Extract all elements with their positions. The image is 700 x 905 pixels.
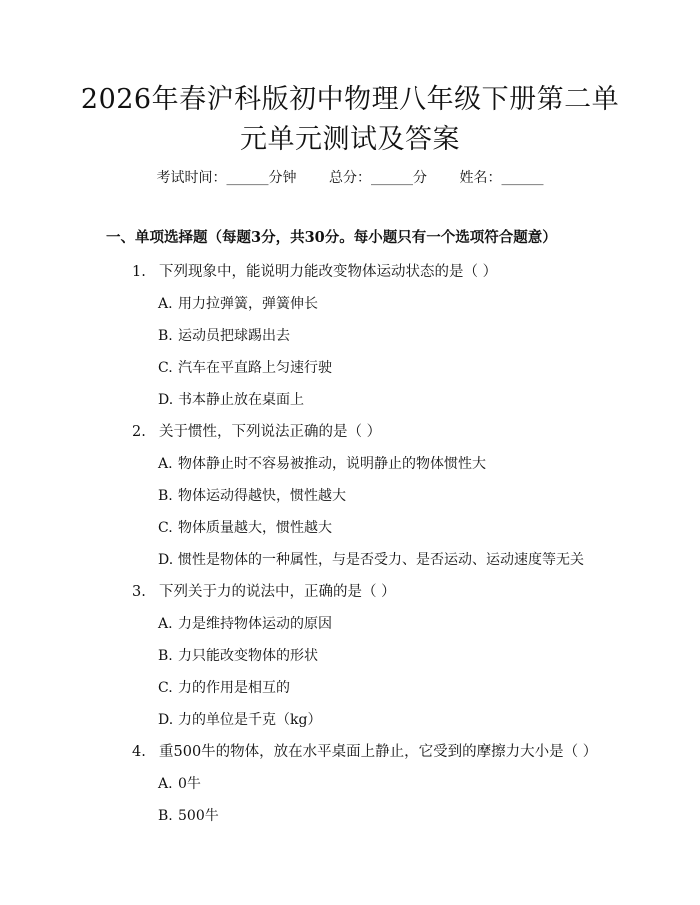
document-title	[60, 80, 640, 160]
question-3-option-c	[158, 678, 290, 698]
option-text: 物体质量越大，惯性越大	[178, 520, 332, 536]
question-3-option-b	[158, 646, 318, 666]
option-letter: A.	[158, 776, 173, 792]
option-letter: C.	[158, 360, 173, 376]
question-3	[132, 582, 396, 602]
question-number: 1.	[132, 264, 146, 280]
option-text: 用力拉弹簧，弹簧伸长	[178, 296, 318, 312]
option-text: 0牛	[178, 776, 201, 792]
option-text: 力是维持物体运动的原因	[178, 616, 332, 632]
section-heading: 一、单项选择题（每题3分，共30分。每小题只有一个选项符合题意）	[106, 229, 557, 246]
question-text: 下列现象中，能说明力能改变物体运动状态的是（ ）	[159, 264, 498, 280]
option-text: 物体静止时不容易被推动，说明静止的物体惯性大	[178, 456, 486, 472]
option-letter: D.	[158, 392, 174, 408]
question-4	[132, 742, 597, 762]
exam-time-field: 考试时间：______分钟	[156, 170, 297, 186]
option-letter: A.	[158, 616, 173, 632]
option-letter: D.	[158, 552, 174, 568]
option-letter: B.	[158, 648, 173, 664]
question-number: 3.	[132, 584, 146, 600]
question-4-option-a	[158, 774, 201, 794]
option-letter: C.	[158, 520, 173, 536]
question-number: 2.	[132, 424, 146, 440]
option-text: 惯性是物体的一种属性，与是否受力、是否运动、运动速度等无关	[178, 552, 584, 568]
question-2-option-a	[158, 454, 486, 474]
question-2-option-c	[158, 518, 332, 538]
option-text: 物体运动得越快，惯性越大	[178, 488, 346, 504]
option-letter: A.	[158, 296, 173, 312]
option-text: 力的作用是相互的	[178, 680, 290, 696]
question-4-option-b	[158, 806, 219, 826]
question-3-option-a	[158, 614, 332, 634]
exam-info-line	[0, 168, 700, 188]
option-text: 运动员把球踢出去	[178, 328, 290, 344]
title-line-2: 元单元测试及答案	[240, 124, 460, 155]
student-name-field: 姓名：______	[459, 170, 544, 186]
option-text: 书本静止放在桌面上	[178, 392, 304, 408]
option-letter: B.	[158, 328, 173, 344]
question-1	[132, 262, 497, 282]
option-letter: B.	[158, 488, 173, 504]
option-letter: D.	[158, 712, 174, 728]
question-2-option-d	[158, 550, 584, 570]
question-1-option-d	[158, 390, 304, 410]
question-1-option-a	[158, 294, 318, 314]
option-text: 力的单位是千克（kg）	[178, 712, 322, 728]
question-1-option-b	[158, 326, 290, 346]
question-number: 4.	[132, 744, 146, 760]
option-letter: A.	[158, 456, 173, 472]
option-text: 力只能改变物体的形状	[178, 648, 318, 664]
question-1-option-c	[158, 358, 332, 378]
total-score-field: 总分：______分	[329, 170, 427, 186]
question-text: 下列关于力的说法中，正确的是（ ）	[159, 584, 396, 600]
question-2	[132, 422, 381, 442]
question-text: 关于惯性，下列说法正确的是（ ）	[159, 424, 382, 440]
question-2-option-b	[158, 486, 346, 506]
option-letter: C.	[158, 680, 173, 696]
option-letter: B.	[158, 808, 173, 824]
option-text: 500牛	[178, 808, 219, 824]
option-text: 汽车在平直路上匀速行驶	[178, 360, 332, 376]
question-text: 重500牛的物体，放在水平桌面上静止，它受到的摩擦力大小是（ ）	[159, 744, 598, 760]
title-line-1: 2026年春沪科版初中物理八年级下册第二单	[80, 84, 620, 115]
question-3-option-d	[158, 710, 321, 730]
